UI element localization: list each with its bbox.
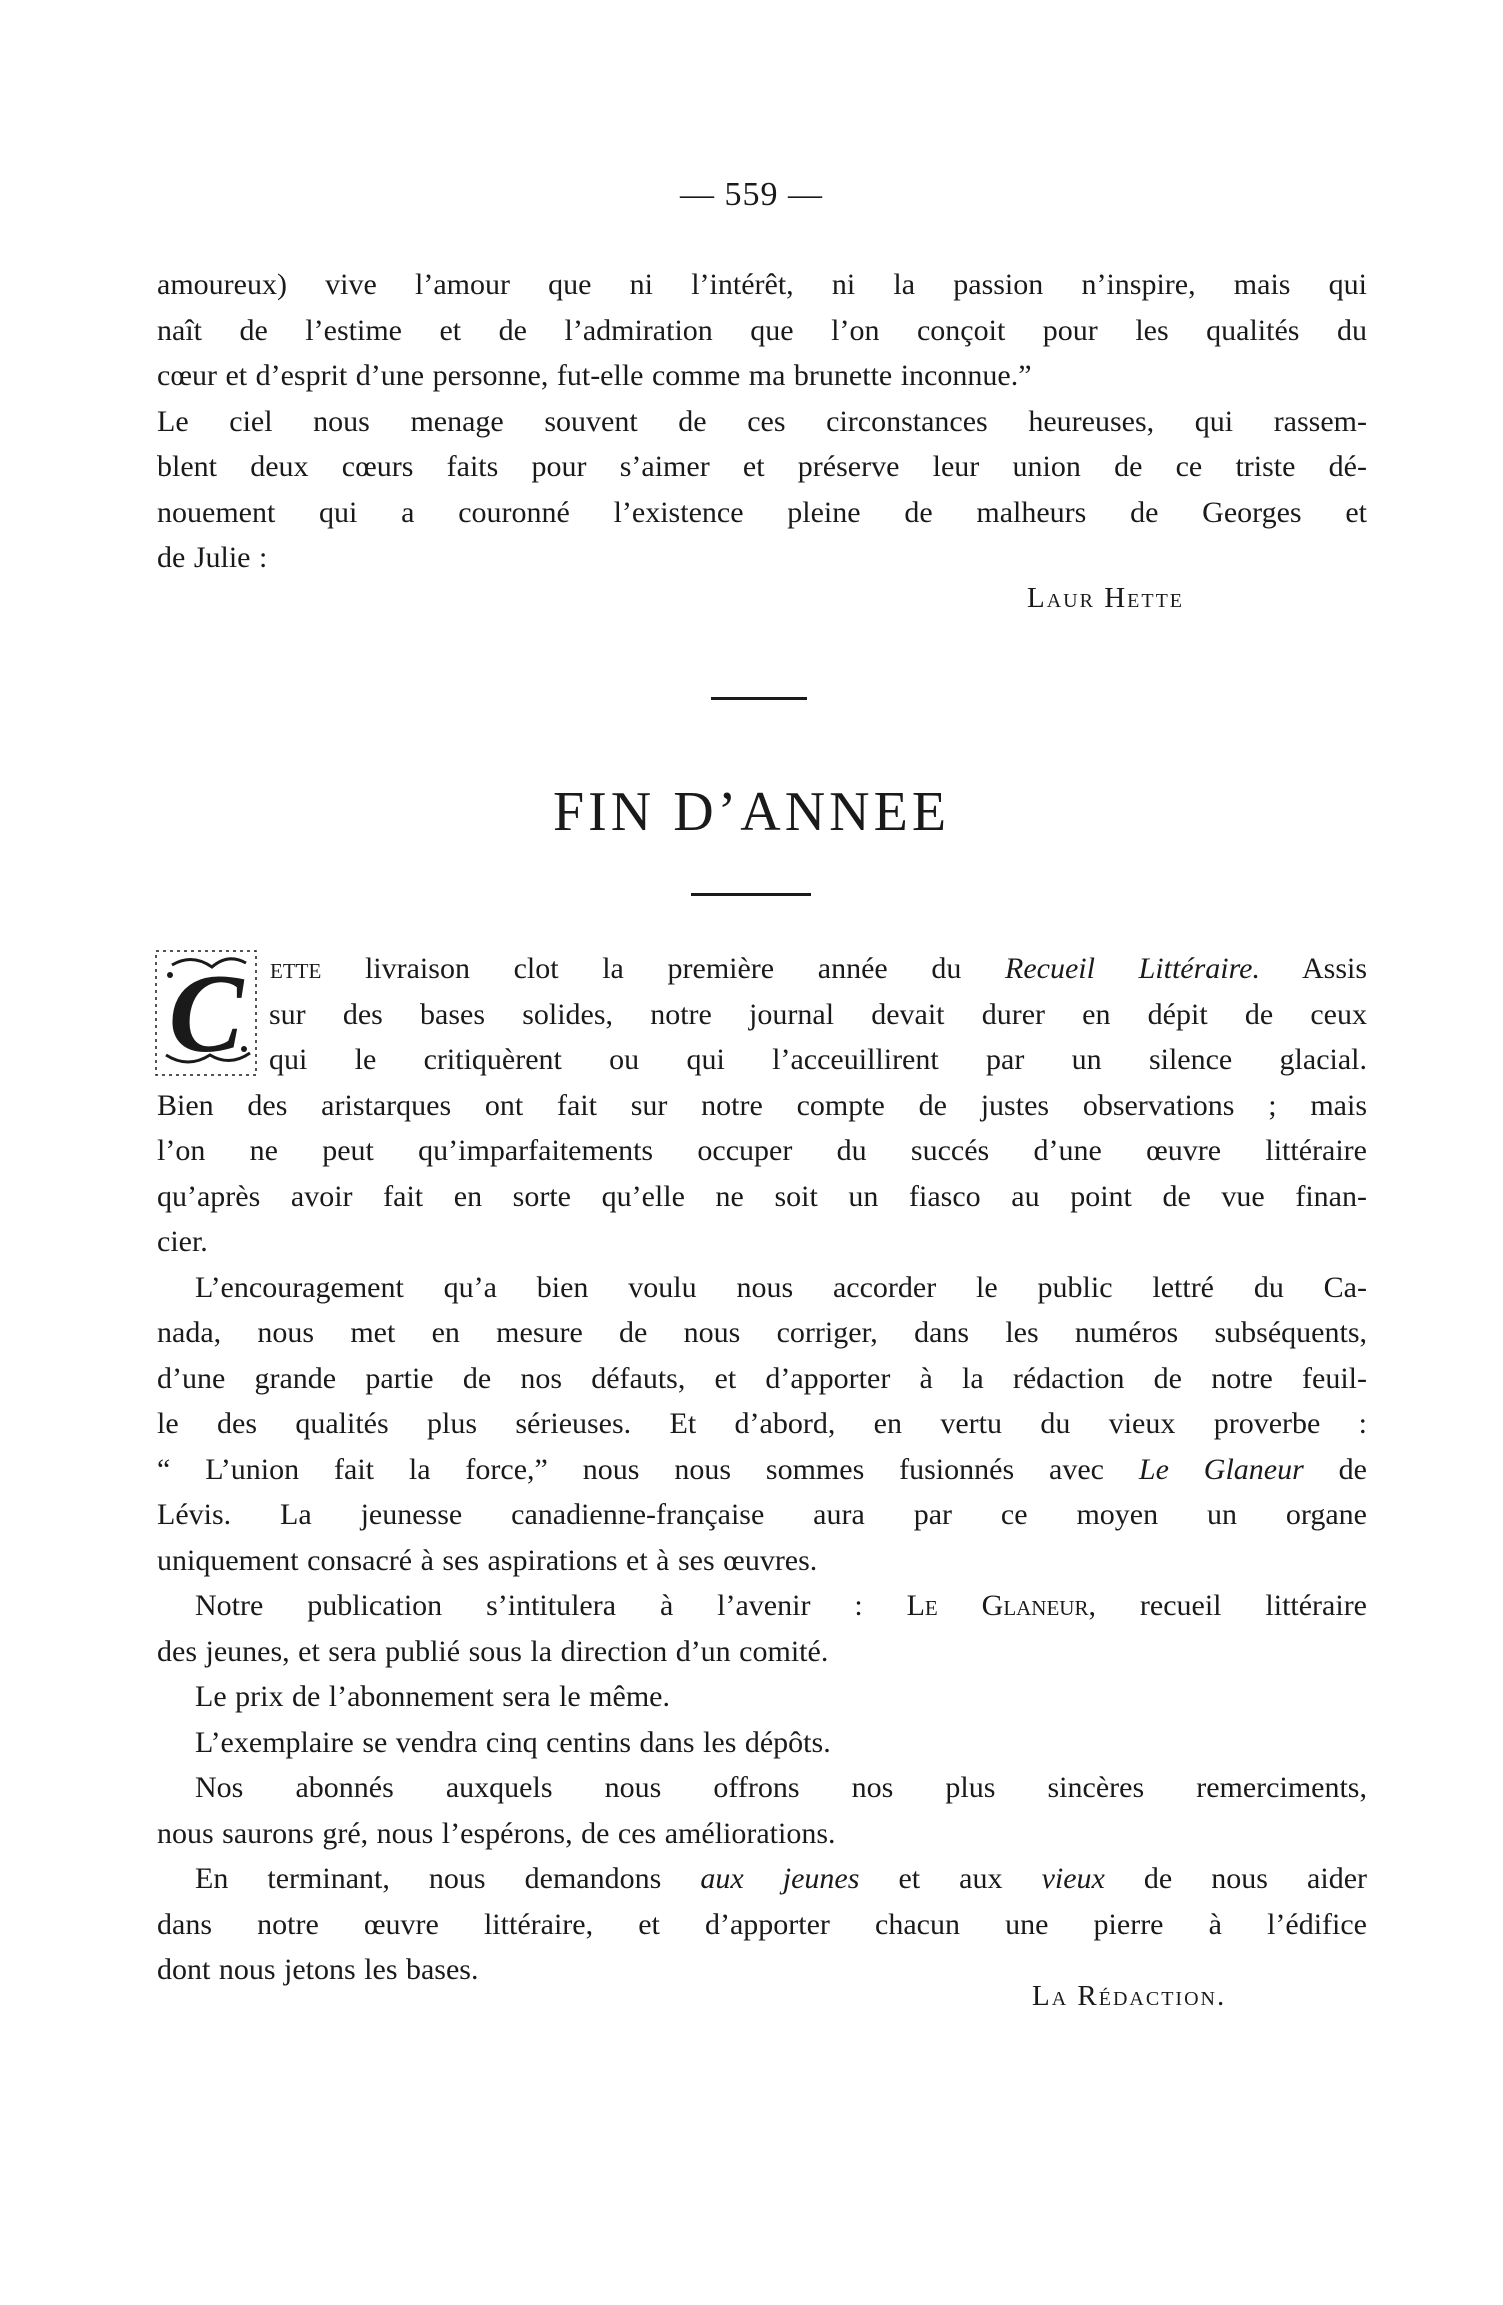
text-line: qu’après avoir fait en sorte qu’elle ne soit un fiasco au point de vue finan- [157, 1179, 1367, 1213]
text-line: cier. [157, 1225, 208, 1258]
text-line: Lévis. La jeunesse canadienne-française aura par ce moyen un organe [157, 1498, 1367, 1531]
text-line: amoureux) vive l’amour que ni l’intérêt, ni la passion n’inspire, mais qui [157, 268, 1367, 301]
text-line: qui le critiquèrent ou qui l’acceuillirent par un silence glacial. [269, 1043, 1367, 1076]
text-span: , recueil littéraire [1088, 1589, 1367, 1622]
text-line: dont nous jetons les bases. [157, 1953, 479, 1986]
text-span: Assis [1259, 952, 1367, 985]
text-line: blent deux cœurs faits pour s’aimer et préserve leur union de ce triste dé- [157, 450, 1367, 483]
text-line [157, 1447, 1367, 1493]
dropcap-letter: C [168, 952, 244, 1076]
text-line [157, 946, 1367, 992]
text-line [157, 1856, 1367, 1902]
text-line: nada, nous met en mesure de nous corriger, dans les numéros subséquents, [157, 1316, 1367, 1349]
text-line: uniquement consacré à ses aspirations et à ses œuvres. [157, 1543, 818, 1577]
text-span: Notre publication s’intitulera à l’avenir : [195, 1589, 907, 1622]
emphasis: vieux [1041, 1862, 1105, 1895]
text-line: cœur et d’esprit d’une personne, fut-elle comme ma brunette inconnue.” [157, 359, 1032, 392]
text-line: Nos abonnés auxquels nous offrons nos plus sincères remerciments, [195, 1771, 1367, 1804]
text-line: nous saurons gré, nous l’espérons, de ces améliorations. [157, 1816, 836, 1850]
text-line: dans notre œuvre littéraire, et d’apporter chacun une pierre à l’édifice [157, 1907, 1367, 1941]
text-line: le des qualités plus sérieuses. Et d’abord, en vertu du vieux proverbe : [157, 1407, 1367, 1440]
text-span: En terminant, nous demandons [195, 1862, 701, 1895]
text-span: de [1303, 1452, 1367, 1486]
text-line: L’encouragement qu’a bien voulu nous accorder le public lettré du Ca- [195, 1270, 1367, 1304]
text-line: naît de l’estime et de l’admiration que l’on conçoit pour les qualités du [157, 313, 1367, 347]
text-span: “ L’union fait la force,” nous nous sommes fusionnés avec [157, 1452, 1104, 1486]
journal-title: Le Glaneur [1138, 1452, 1304, 1486]
journal-title: Le Glaneur [906, 1589, 1089, 1622]
text-span: livraison clot la première année du [321, 952, 1005, 985]
previous-article-signature: Laur Hette [1027, 582, 1185, 614]
page-number: — 559 — [680, 176, 823, 213]
text-line: Bien des aristarques ont fait sur notre compte de justes observations ; mais [157, 1088, 1367, 1122]
text-line: l’on ne peut qu’imparfaitements occuper du succés d’une œuvre littéraire [157, 1134, 1367, 1167]
text-line: Le prix de l’abonnement sera le même. [195, 1680, 670, 1713]
text-line: d’une grande partie de nos défauts, et d’apporter à la rédaction de notre feuil- [157, 1361, 1367, 1395]
text-line: Le ciel nous menage souvent de ces circonstances heureuses, qui rassem- [157, 404, 1367, 438]
text-span: et aux [859, 1862, 1042, 1895]
text-line [157, 1583, 1367, 1629]
text-line: L’exemplaire se vendra cinq centins dans les dépôts. [195, 1725, 831, 1759]
section-title: FIN D’ANNEE [552, 781, 951, 843]
emphasis: aux jeunes [700, 1862, 860, 1895]
separator-rule [711, 697, 807, 700]
journal-title: Recueil Littéraire. [1005, 952, 1260, 985]
text-line: sur des bases solides, notre journal devait durer en dépit de ceux [269, 997, 1367, 1031]
text-line: nouement qui a couronné l’existence pleine de malheurs de Georges et [157, 495, 1367, 529]
title-underline-rule [691, 893, 811, 896]
smallcaps-word: ette [270, 952, 322, 985]
text-line: des jeunes, et sera publié sous la direction d’un comité. [157, 1634, 829, 1668]
text-line: de Julie : [157, 541, 268, 574]
previous-article-text [157, 262, 1367, 581]
text-span: de nous aider [1104, 1862, 1368, 1895]
article-body [157, 946, 1367, 1993]
article-signature: La Rédaction. [1032, 1980, 1227, 2012]
